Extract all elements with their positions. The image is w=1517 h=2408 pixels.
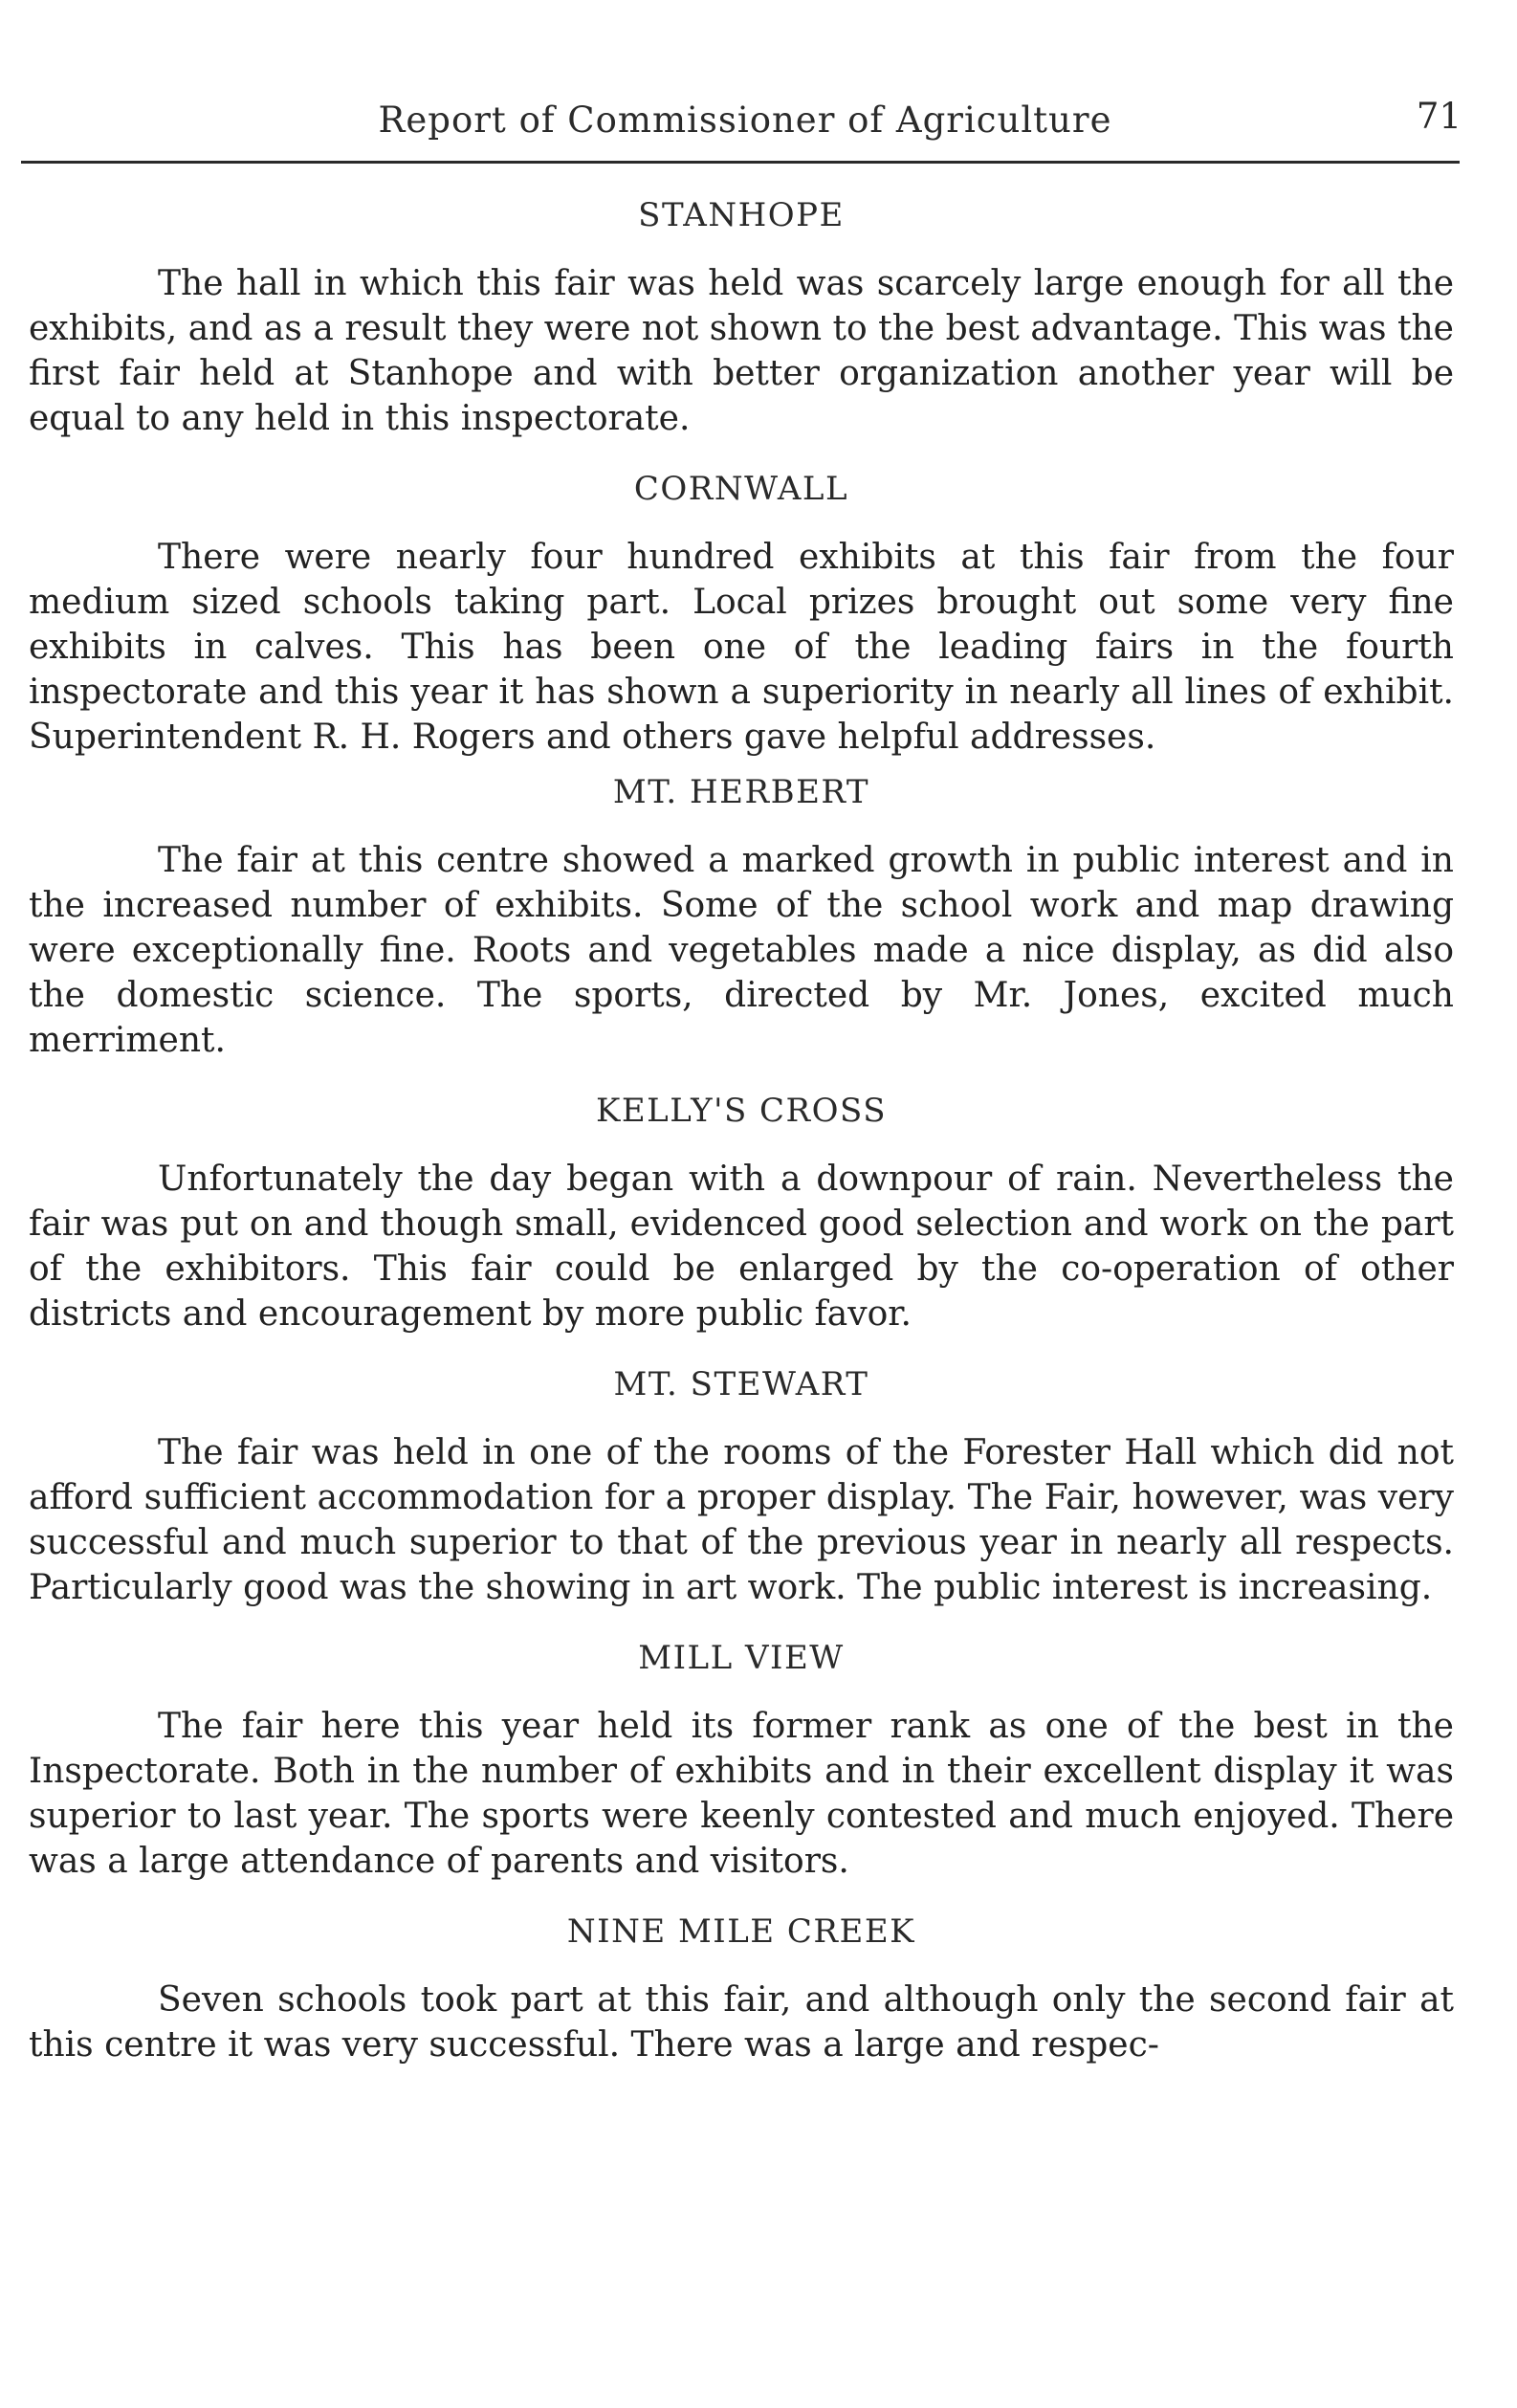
running-header — [29, 94, 1462, 161]
section-mt-herbert — [29, 773, 1454, 1063]
section-heading: CORNWALL — [633, 470, 849, 508]
section-heading: NINE MILE CREEK — [566, 1912, 916, 1951]
section-body: The hall in which this fair was held was scarcely large enough for all the exhibits, and as a result they were not shown to the best advantage. This was the first fair held at Stanhope and with better organization another year will be equal to any held in this inspectorate. — [29, 264, 1454, 438]
section-body: The fair here this year held its former rank as one of the best in the Inspectorate. Both in the number of exhibits and in their excellent display it was superior to last year. The sports were keenly contested and much enjoyed. There was a large attendance of parents and visitors. — [29, 1707, 1454, 1881]
running-title: Report of Commissioner of Agriculture — [378, 99, 1112, 141]
section-kellys-cross — [29, 1092, 1454, 1337]
section-cornwall — [29, 470, 1454, 760]
section-body: Seven schools took part at this fair, and although only the second fair at this centre it was very successful. There was a large and respec- — [29, 1980, 1454, 2065]
section-stanhope — [29, 196, 1454, 441]
header-rule — [21, 161, 1460, 164]
section-body: The fair was held in one of the rooms of the Forester Hall which did not afford sufficient accommodation for a proper display. The Fair, however, was very successful and much superior to that of the previous year in nearly all respects. Particularly good was the showing in art work. The public interest is increasing. — [29, 1433, 1454, 1607]
section-nine-mile-creek — [29, 1912, 1454, 2067]
section-heading: MT. HERBERT — [612, 773, 870, 811]
section-heading: MILL VIEW — [638, 1639, 845, 1677]
section-mill-view — [29, 1639, 1454, 1884]
page-number: 71 — [1416, 96, 1462, 137]
section-body: The fair at this centre showed a marked growth in public interest and in the increased number of exhibits. Some of the school work and map drawing were exceptionally fine. Roots and vegetables made a nice display, as did also the domestic science. The sports, directed by Mr. Jones, excited much merriment. — [29, 841, 1454, 1060]
section-heading: MT. STEWART — [613, 1365, 869, 1403]
section-body: Unfortunately the day began with a downpour of rain. Nevertheless the fair was put on and though small, evidenced good selection and work on the part of the exhibitors. This fair could be enlarged by the co-operation of other districts and encouragement by more public favor. — [29, 1160, 1454, 1334]
section-heading: STANHOPE — [638, 196, 845, 234]
page-content — [29, 196, 1454, 2067]
section-mt-stewart — [29, 1365, 1454, 1610]
section-heading: KELLY'S CROSS — [595, 1092, 888, 1130]
section-body: There were nearly four hundred exhibits at this fair from the four medium sized schools taking part. Local prizes brought out some very fine exhibits in calves. This has been one of the leading fairs in the fourth inspectorate and this year it has shown a superiority in nearly all lines of exhibit. Superintendent R. H. Rogers and others gave helpful addresses. — [29, 538, 1454, 757]
